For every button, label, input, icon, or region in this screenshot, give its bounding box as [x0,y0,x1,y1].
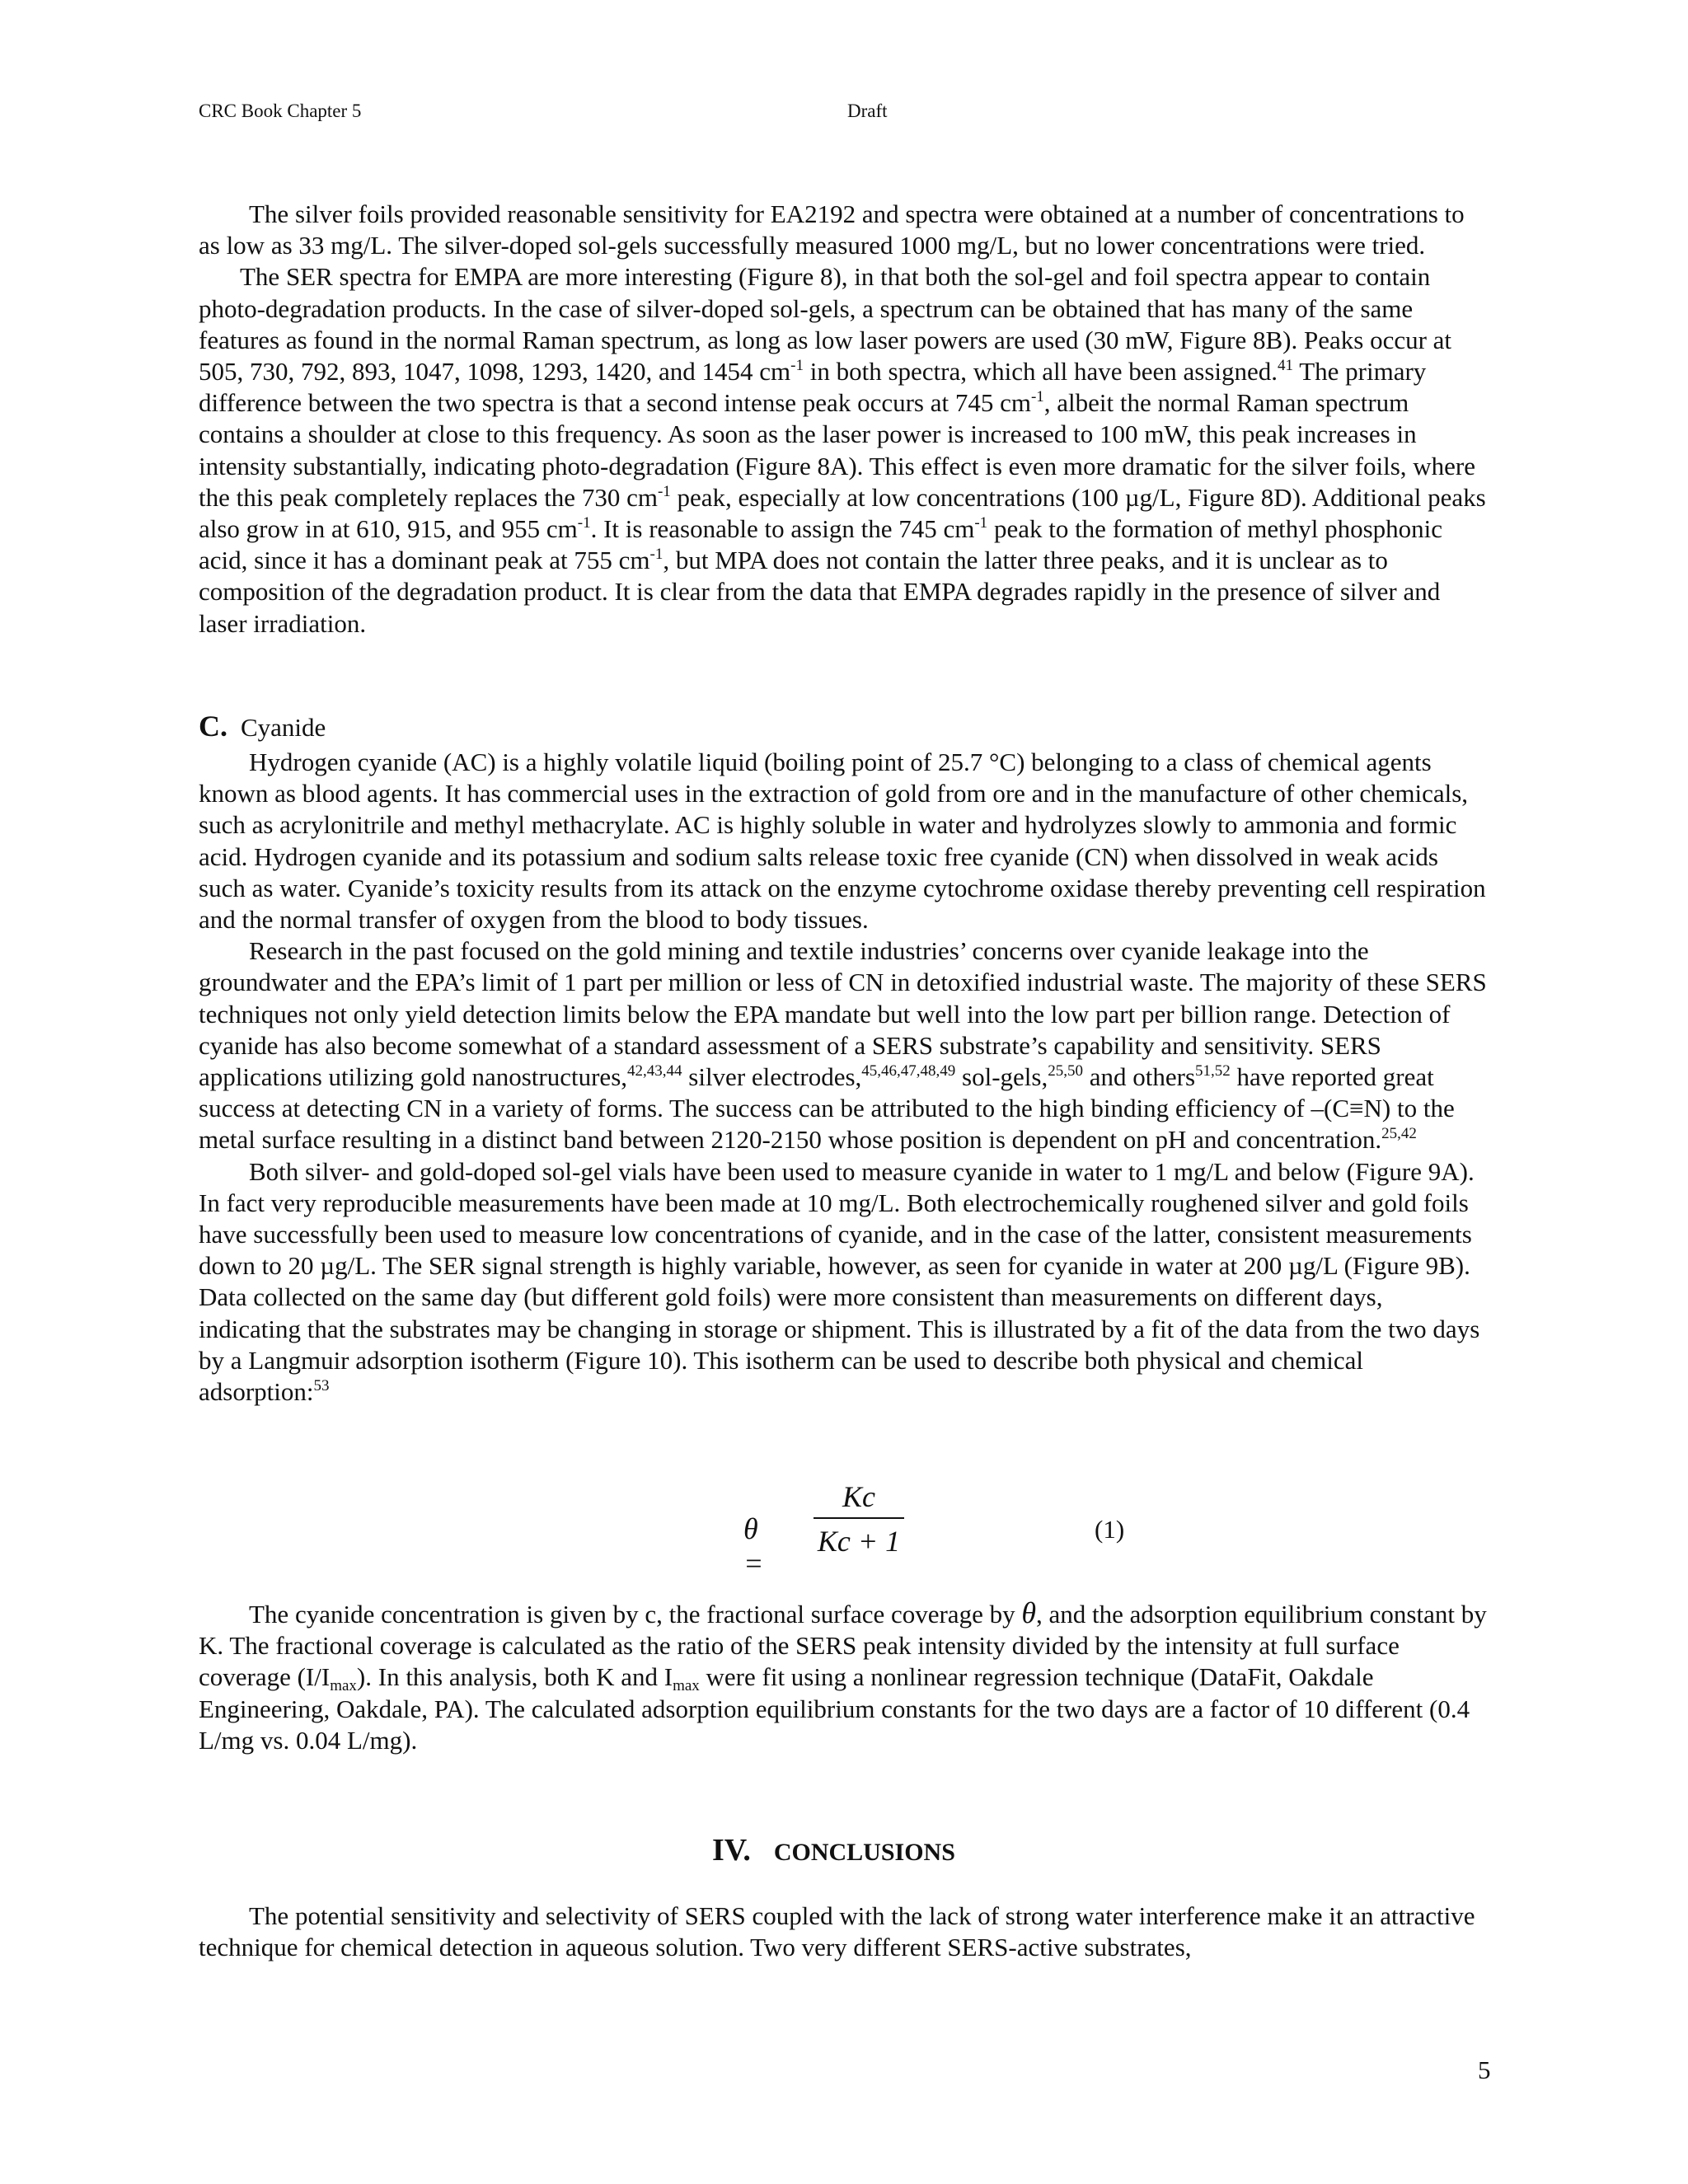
p2-s8: peak, especially at low concentrations (100 µg/L, Figure 8D). Additional peaks also grow in at 610, 915, and 955 cm [199,482,1486,544]
p2-s14: , but MPA does not contain the latter three peaks, and it is unclear as to composition of the degradation product. It is clear from the data that EMPA degrades rapidly in the presence of silver and laser irradiation. [199,546,1441,638]
p2-s11: -1 [974,514,988,532]
p2-s4: The primary difference between the two spectra is that a second intense peak occurs at 745 cm [199,357,1427,418]
p7-text: The potential sensitivity and selectivity of SERS coupled with the lack of strong water interference make it an attractive technique for chemical detection in aqueous solution. Two very different SERS-active substrates, [199,1901,1475,1962]
p4-s9: 25,42 [1381,1125,1417,1143]
section-iv-roman: IV. [712,1833,751,1868]
paragraph-4 [199,935,1489,1155]
equation-denominator: Kc + 1 [817,1525,901,1558]
body-block-1 [199,199,1489,640]
section-iv-title: CONCLUSIONS [773,1839,955,1866]
equation-fraction [814,1479,904,1558]
p2-s2: in both spectra, which all have been assigned. [803,357,1278,387]
p4-s3: 45,46,47,48,49 [861,1062,956,1080]
page-number: 5 [1478,2055,1491,2084]
p4-s6: and others [1082,1062,1196,1092]
body-block-2 [199,747,1489,1408]
p2-s13: -1 [649,546,663,564]
p2-s0: The SER spectra for EMPA are more interesting (Figure 8), in that both the sol-gel and foil spectra appear to contain photo-degradation products. In the case of silver-doped sol-gels, a spectrum can be obtained that has many of the same features as found in the normal Raman spectrum, as long as low laser powers are used (30 mW, Figure 8B). Peaks occur at 505, 730, 792, 893, 1047, 1098, 1293, 1420, and 1454 cm [199,262,1452,387]
running-header-left: CRC Book Chapter 5 [199,101,362,121]
p4-s5: 25,50 [1048,1062,1083,1080]
p2-s1: -1 [790,357,804,375]
equation-number: (1) [1095,1515,1125,1544]
p4-s0: Research in the past focused on the gold mining and textile industries’ concerns over cyanide leakage into the groundwater and the EPA’s limit of 1 part per million or less of CN in detoxified industrial waste. The majority of these SERS techniques not only yield detection limits below the EPA mandate but well into the low part per billion range. Detection of cyanide has also become somewhat of a standard assessment of a SERS substrate’s capability and sensitivity. SERS applications utilizing gold nanostructures, [199,936,1487,1092]
p4-s8: have reported great success at detecting CN in a variety of forms. The success can be attributed to the high binding efficiency of –(C≡N) to the metal surface resulting in a distinct band between 2120-2150 whose position is dependent on pH and concentration. [199,1062,1455,1155]
section-c-letter: C. [199,710,227,743]
p6-theta: θ [1021,1596,1037,1629]
section-iv-heading [712,1832,955,1868]
section-c-heading [199,709,326,743]
p2-s7: -1 [657,482,671,500]
equation-lhs: θ = [743,1512,764,1580]
p6-s2: , and the adsorption equilibrium constant by K. The fractional coverage is calculated as the ratio of the SERS peak intensity divided by the intensity at full surface coverage (I/I [199,1600,1487,1692]
p4-s1: 42,43,44 [627,1062,682,1080]
p2-s3: 41 [1278,357,1294,375]
p5-s1: 53 [313,1377,330,1395]
p4-s7: 51,52 [1195,1062,1231,1080]
p5-s0: Both silver- and gold-doped sol-gel vials have been used to measure cyanide in water to 1 mg/L and below (Figure 9A). In fact very reproducible measurements have been made at 10 mg/L. Both electrochemically roughened silver and gold foils have successfully been used to measure low concentrations of cyanide, and in the case of the latter, consistent measurements down to 20 µg/L. The SER signal strength is highly variable, however, as seen for cyanide in water at 200 µg/L (Figure 9B). Data collected on the same day (but different gold foils) were more consistent than measurements on different days, indicating that the substrates may be changing in storage or shipment. This is illustrated by a fit of the data from the two days by a Langmuir adsorption isotherm (Figure 10). This isotherm can be used to describe both physical and chemical adsorption: [199,1156,1480,1407]
p2-s12: peak to the formation of methyl phosphonic acid, since it has a dominant peak at 755 cm [199,514,1443,575]
p3-text: Hydrogen cyanide (AC) is a highly volatile liquid (boiling point of 25.7 °C) belonging to a class of chemical agents known as blood agents. It has commercial uses in the extraction of gold from ore and in the manufacture of other chemicals, such as acrylonitrile and methyl methacrylate. AC is highly soluble in water and hydrolyzes slowly to ammonia and formic acid. Hydrogen cyanide and its potassium and sodium salts release toxic free cyanide (CN) when dissolved in weak acids such as water. Cyanide’s toxicity results from its attack on the enzyme cytochrome oxidase thereby preventing cell respiration and the normal transfer of oxygen from the blood to body tissues. [199,748,1486,935]
p2-s10: . It is reasonable to assign the 745 cm [590,514,975,544]
p4-s4: sol-gels, [955,1062,1048,1092]
fraction-bar [814,1517,904,1519]
paragraph-7 [199,1900,1489,1963]
paragraph-2 [199,261,1489,639]
body-block-4 [199,1900,1489,1963]
paragraph-3 [199,747,1489,935]
equation-numerator: Kc [842,1480,875,1513]
p6-sub1: max [330,1677,357,1695]
p6-s6: were fit using a nonlinear regression technique (DataFit, Oakdale Engineering, Oakdale, PA). The calculated adsorption equilibrium constants for the two days are a factor of 10 different (0.4 L/mg vs. 0.04 L/mg). [199,1662,1470,1755]
p6-s0: The cyanide concentration is given by c, the fractional surface coverage by [249,1600,1022,1629]
p2-s9: -1 [577,514,591,532]
p6-sub2: max [673,1677,700,1695]
p2-s5: -1 [1030,388,1044,406]
running-header-center: Draft [847,101,888,121]
p6-s4: ). In this analysis, both K and I [356,1662,673,1692]
section-c-title: Cyanide [241,713,326,742]
paragraph-6 [199,1597,1489,1756]
p2-s6: , albeit the normal Raman spectrum contains a shoulder at close to this frequency. As soon as the laser power is increased to 100 mW, this peak increases in intensity substantially, indicating photo-degradation (Figure 8A). This effect is even more dramatic for the silver foils, where the this peak completely replaces the 730 cm [199,388,1476,512]
p4-s2: silver electrodes, [682,1062,862,1092]
paragraph-5 [199,1156,1489,1408]
paragraph-1 [199,199,1489,261]
p1-text: The silver foils provided reasonable sensitivity for EA2192 and spectra were obtained at a number of concentrations to as low as 33 mg/L. The silver-doped sol-gels successfully measured 1000 mg/L, but no lower concentrations were tried. [199,199,1465,260]
body-block-3 [199,1597,1489,1756]
